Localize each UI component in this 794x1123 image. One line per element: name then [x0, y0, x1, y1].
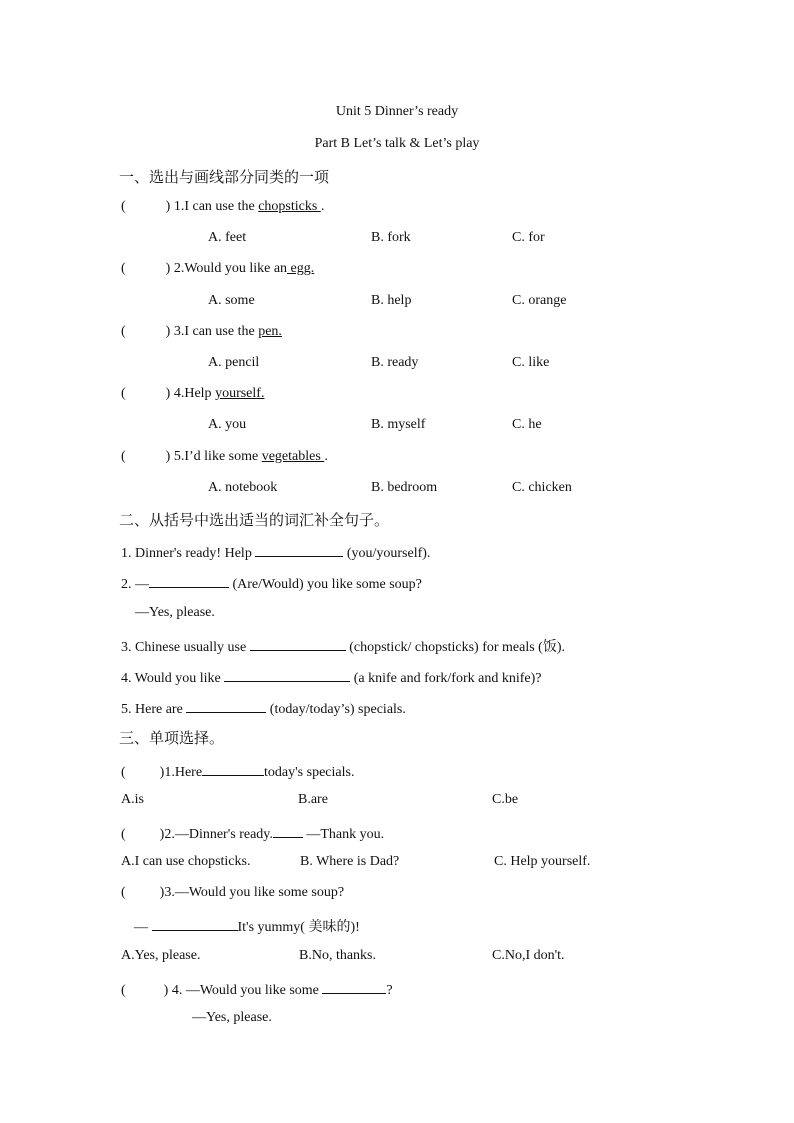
fill-blank[interactable] [322, 979, 386, 994]
s2-q1 [121, 542, 430, 562]
fill-blank[interactable] [273, 823, 303, 838]
paren-close: ) [165, 199, 171, 214]
s1-q4-option-c: C. he [512, 417, 542, 432]
s3-q2-option-b: B. Where is Dad? [300, 854, 400, 869]
paren-open: ( [121, 386, 126, 401]
question-text: 2.Would you like an [173, 261, 288, 276]
paren-open: ( [121, 324, 126, 339]
s2-q2-response: —Yes, please. [135, 605, 215, 620]
s1-q5 [121, 449, 328, 465]
question-tail: . [324, 449, 328, 464]
question-text: 4. —Would you like some [168, 983, 323, 998]
s3-q4-response: —Yes, please. [192, 1010, 272, 1025]
s3-q2-option-c: C. Help yourself. [494, 854, 591, 869]
s2-q4 [121, 667, 541, 687]
question-text: 1.Here [164, 765, 203, 780]
s3-q1-option-a: A.is [121, 792, 144, 807]
question-tail: —Thank you. [302, 827, 385, 842]
s2-q5 [121, 698, 406, 718]
question-options: (Are/Would) you like some soup? [229, 577, 422, 592]
question-text: 2. — [121, 577, 149, 592]
paren-close: ) [165, 324, 171, 339]
s2-q3 [121, 636, 565, 656]
paren-open: ( [121, 983, 126, 998]
s1-q3-option-a: A. pencil [208, 355, 260, 370]
underlined-word: pen. [258, 324, 282, 339]
question-tail: . [320, 199, 325, 214]
paren-open: ( [121, 885, 126, 900]
dash: — [134, 920, 152, 935]
paren-open: ( [121, 765, 126, 780]
underlined-word: chopsticks [258, 199, 321, 214]
paren-open: ( [121, 449, 126, 464]
paren-close: ) [165, 386, 171, 401]
paren-close: ) [165, 449, 171, 464]
paren-close: ) [163, 983, 169, 998]
s1-q5-option-c: C. chicken [512, 480, 572, 495]
s3-q2-option-a: A.I can use chopsticks. [121, 854, 251, 869]
section2-heading: 二、从括号中选出适当的词汇补全句子。 [119, 511, 390, 529]
paren-open: ( [121, 261, 126, 276]
question-options: (today/today’s) specials. [266, 702, 406, 717]
question-tail: ? [386, 983, 393, 998]
fill-blank[interactable] [224, 667, 350, 682]
question-tail: today's specials. [264, 765, 355, 780]
s1-q3-option-b: B. ready [371, 355, 419, 370]
s1-q4 [121, 386, 264, 402]
s2-q2 [121, 573, 422, 593]
s1-q2-option-b: B. help [371, 293, 412, 308]
s3-q3-response [134, 916, 360, 936]
paren-open: ( [121, 199, 126, 214]
s1-q3-option-c: C. like [512, 355, 550, 370]
s1-q2-option-c: C. orange [512, 293, 567, 308]
question-text: 4. Would you like [121, 671, 225, 686]
s1-q1-option-c: C. for [512, 230, 545, 245]
s3-q4 [121, 979, 393, 999]
fill-blank[interactable] [149, 573, 229, 588]
s1-q5-option-a: A. notebook [208, 480, 278, 495]
question-text: 2.—Dinner's ready. [164, 827, 273, 842]
fill-blank[interactable] [186, 698, 266, 713]
s1-q4-option-b: B. myself [371, 417, 426, 432]
s1-q5-option-b: B. bedroom [371, 480, 438, 495]
underlined-word: yourself. [215, 386, 265, 401]
s3-q3-option-b: B.No, thanks. [299, 948, 376, 963]
question-text: 1. Dinner's ready! Help [121, 546, 256, 561]
question-text: 5. Here are [121, 702, 187, 717]
page-subtitle: Part B Let’s talk & Let’s play [314, 136, 480, 151]
question-text: 5.I’d like some [173, 449, 262, 464]
fill-blank[interactable] [255, 542, 343, 557]
s1-q1-option-b: B. fork [371, 230, 411, 245]
question-tail: It's yummy( 美味的)! [237, 920, 360, 935]
question-options: (chopstick/ chopsticks) for meals (饭). [345, 640, 565, 655]
fill-blank[interactable] [152, 916, 238, 931]
fill-blank[interactable] [250, 636, 346, 651]
s3-q3-option-a: A.Yes, please. [121, 948, 201, 963]
paren-open: ( [121, 827, 126, 842]
s3-q2 [121, 823, 384, 843]
question-options: (a knife and fork/fork and knife)? [350, 671, 542, 686]
paren-close: ) [159, 765, 165, 780]
s1-q1-option-a: A. feet [208, 230, 247, 245]
paren-close: ) [159, 827, 165, 842]
question-text: 3.I can use the [173, 324, 259, 339]
s3-q1-option-c: C.be [492, 792, 519, 807]
s1-q2-option-a: A. some [208, 293, 255, 308]
s3-q1-option-b: B.are [298, 792, 328, 807]
s3-q1 [121, 761, 354, 781]
s1-q2 [121, 261, 314, 277]
s1-q3 [121, 324, 282, 340]
question-text: 1.I can use the [173, 199, 259, 214]
s1-q4-option-a: A. you [208, 417, 247, 432]
section1-heading: 一、选出与画线部分同类的一项 [119, 168, 330, 186]
paren-close: ) [165, 261, 171, 276]
s3-q3 [121, 885, 344, 901]
question-options: (you/yourself). [343, 546, 431, 561]
question-text: 3.—Would you like some soup? [164, 885, 345, 900]
fill-blank[interactable] [202, 761, 264, 776]
underlined-word: vegetables [261, 449, 325, 464]
paren-close: ) [159, 885, 165, 900]
section3-heading: 三、单项选择。 [119, 729, 225, 747]
s1-q1 [121, 199, 324, 215]
question-text: 4.Help [173, 386, 216, 401]
page-title: Unit 5 Dinner’s ready [335, 104, 459, 119]
underlined-word: egg. [287, 261, 315, 276]
s3-q3-option-c: C.No,I don't. [492, 948, 565, 963]
question-text: 3. Chinese usually use [121, 640, 250, 655]
